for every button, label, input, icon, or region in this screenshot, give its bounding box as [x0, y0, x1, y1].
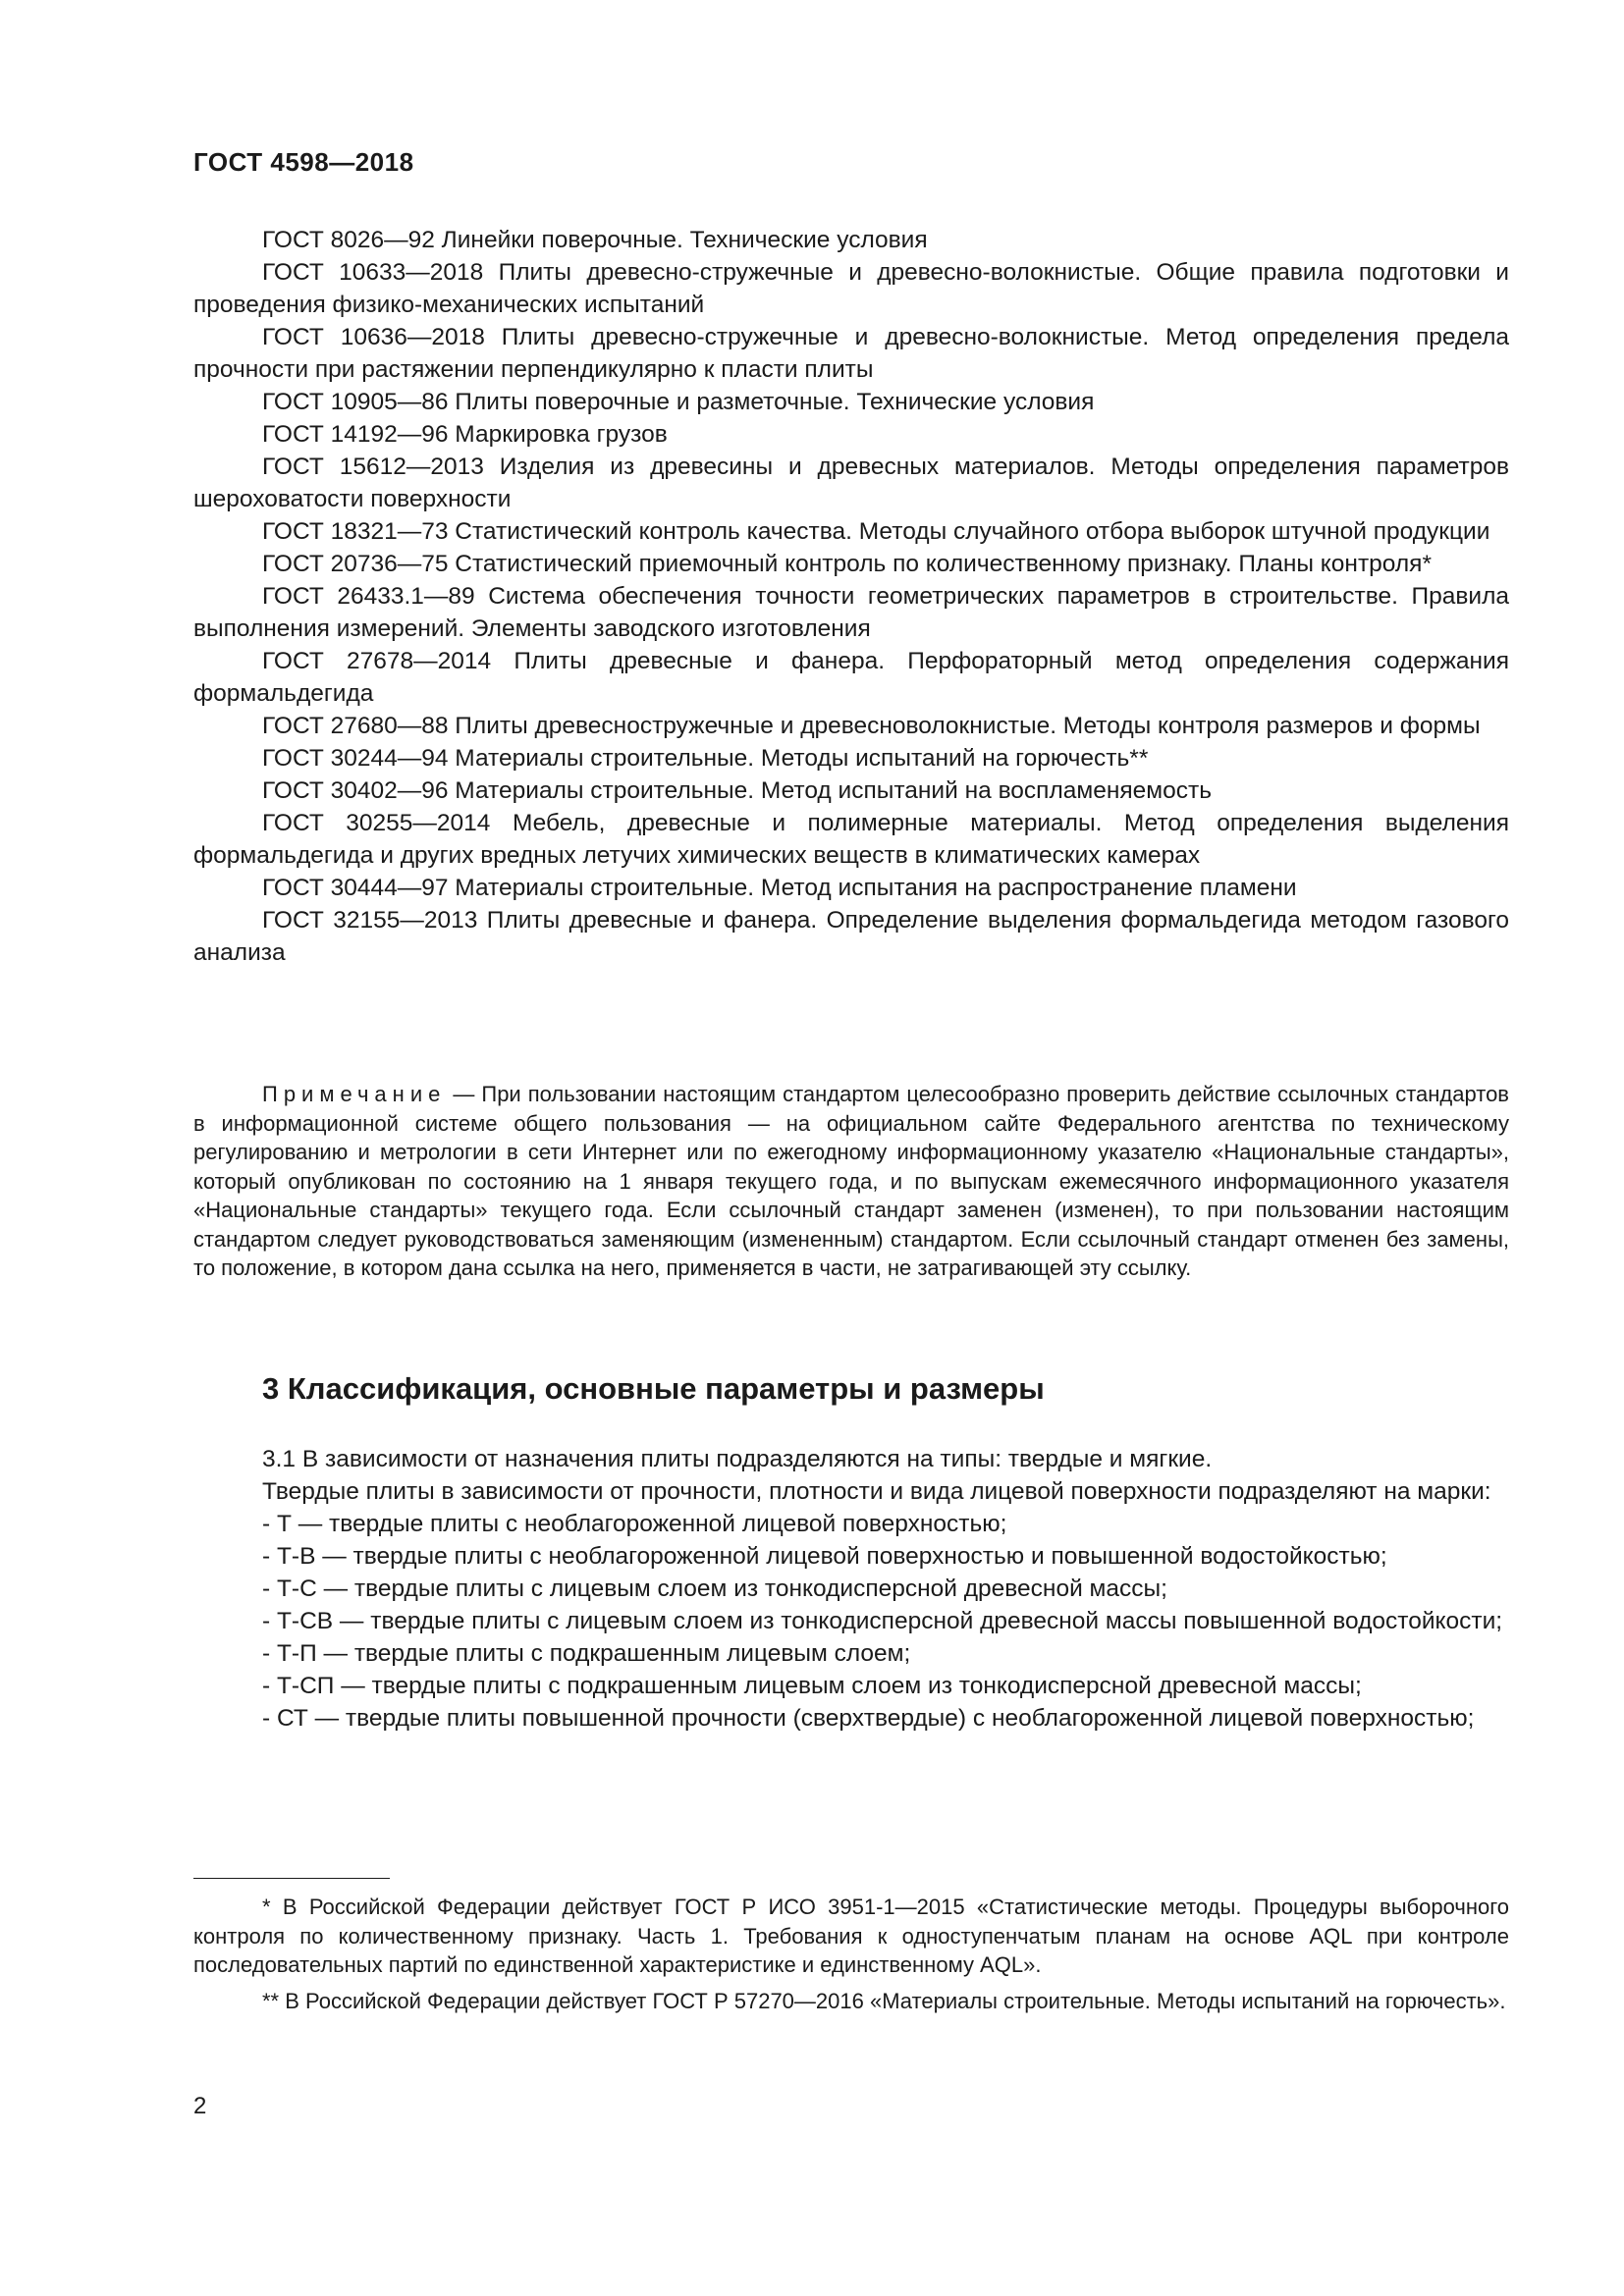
reference-item: ГОСТ 10636—2018 Плиты древесно-стружечные и древесно-волокнистые. Метод определения предела прочности при растяжении перпендикулярно к пласти плиты [193, 324, 1509, 383]
section-body [193, 1443, 1509, 1735]
reference-item: ГОСТ 30255—2014 Мебель, древесные и полимерные материалы. Метод определения выделения формальдегида и других вредных летучих химических веществ в климатических камерах [193, 810, 1509, 869]
footnote: ** В Российской Федерации действует ГОСТ Р 57270—2016 «Материалы строительные. Методы испытаний на горючесть». [262, 1988, 1506, 2013]
reference-item: ГОСТ 30444—97 Материалы строительные. Метод испытания на распространение пламени [262, 875, 1297, 901]
footnote-divider [193, 1878, 390, 1879]
section-paragraph: Твердые плиты в зависимости от прочности, плотности и вида лицевой поверхности подразделяют на марки: [262, 1478, 1491, 1505]
reference-item: ГОСТ 30244—94 Материалы строительные. Методы испытаний на горючесть** [262, 745, 1149, 772]
reference-item: ГОСТ 18321—73 Статистический контроль качества. Методы случайного отбора выборок штучной продукции [262, 518, 1490, 545]
section-paragraph: 3.1 В зависимости от назначения плиты подразделяются на типы: твердые и мягкие. [262, 1446, 1213, 1472]
grade-list-item: - Т-СВ — твердые плиты с лицевым слоем из тонкодисперсной древесной массы повышенной водостойкости; [262, 1608, 1503, 1634]
note-paragraph [193, 1080, 1509, 1283]
reference-item: ГОСТ 14192—96 Маркировка грузов [262, 421, 668, 448]
grade-list-item: - Т-П — твердые плиты с подкрашенным лицевым слоем; [262, 1640, 911, 1667]
reference-item: ГОСТ 27680—88 Плиты древесностружечные и древесноволокнистые. Методы контроля размеров и формы [262, 713, 1481, 739]
reference-item: ГОСТ 32155—2013 Плиты древесные и фанера. Определение выделения формальдегида методом газового анализа [193, 907, 1509, 966]
reference-item: ГОСТ 27678—2014 Плиты древесные и фанера. Перфораторный метод определения содержания формальдегида [193, 648, 1509, 707]
reference-item: ГОСТ 20736—75 Статистический приемочный контроль по количественному признаку. Планы контроля* [262, 551, 1432, 577]
reference-item: ГОСТ 26433.1—89 Система обеспечения точности геометрических параметров в строительстве. Правила выполнения измерений. Элементы заводского изготовления [193, 583, 1509, 642]
reference-item: ГОСТ 30402—96 Материалы строительные. Метод испытаний на воспламеняемость [262, 777, 1212, 804]
note-block [193, 1080, 1509, 1283]
note-label: Примечание [262, 1082, 447, 1106]
reference-item: ГОСТ 15612—2013 Изделия из древесины и древесных материалов. Методы определения параметров шероховатости поверхности [193, 454, 1509, 512]
grade-list-item: - СТ — твердые плиты повышенной прочности (сверхтвердые) с необлагороженной лицевой поверхностью; [262, 1705, 1475, 1732]
grade-list-item: - Т-В — твердые плиты с необлагороженной лицевой поверхностью и повышенной водостойкостью; [262, 1543, 1387, 1570]
note-text: — При пользовании настоящим стандартом целесообразно проверить действие ссылочных стандартов в информационной системе общего пользования — на официальном сайте Федерального агентства по техническому регулированию и метрологии в сети Интернет или по ежегодному информационному указателю «Национальные стандарты», который опубликован по состоянию на 1 января текущего года, и по выпускам ежемесячного информационного указателя «Национальные стандарты» текущего года. Если ссылочный стандарт заменен (изменен), то при пользовании настоящим стандартом следует руководствоваться заменяющим (измененным) стандартом. Если ссылочный стандарт отменен без замены, то положение, в котором дана ссылка на него, применяется в части, не затрагивающей эту ссылку. [193, 1082, 1509, 1280]
reference-item: ГОСТ 8026—92 Линейки поверочные. Технические условия [262, 227, 928, 253]
reference-item: ГОСТ 10905—86 Плиты поверочные и разметочные. Технические условия [262, 389, 1095, 415]
footnotes [193, 1893, 1509, 2022]
document-header: ГОСТ 4598—2018 [193, 147, 414, 177]
normative-references [193, 224, 1509, 969]
reference-item: ГОСТ 10633—2018 Плиты древесно-стружечные и древесно-волокнистые. Общие правила подготовки и проведения физико-механических испытаний [193, 259, 1509, 318]
page-number: 2 [193, 2093, 207, 2119]
grade-list-item: - Т-С — твердые плиты с лицевым слоем из тонкодисперсной древесной массы; [262, 1575, 1167, 1602]
grade-list-item: - Т — твердые плиты с необлагороженной лицевой поверхностью; [262, 1511, 1007, 1537]
section-title: 3 Классификация, основные параметры и размеры [262, 1371, 1045, 1406]
footnote: * В Российской Федерации действует ГОСТ Р ИСО 3951-1—2015 «Статистические методы. Процедуры выборочного контроля по количественному признаку. Часть 1. Требования к одноступенчатым планам на основе AQL при контроле последовательных партий по единственной характеристике и единственному AQL». [193, 1895, 1509, 1977]
grade-list-item: - Т-СП — твердые плиты с подкрашенным лицевым слоем из тонкодисперсной древесной массы; [262, 1673, 1362, 1699]
